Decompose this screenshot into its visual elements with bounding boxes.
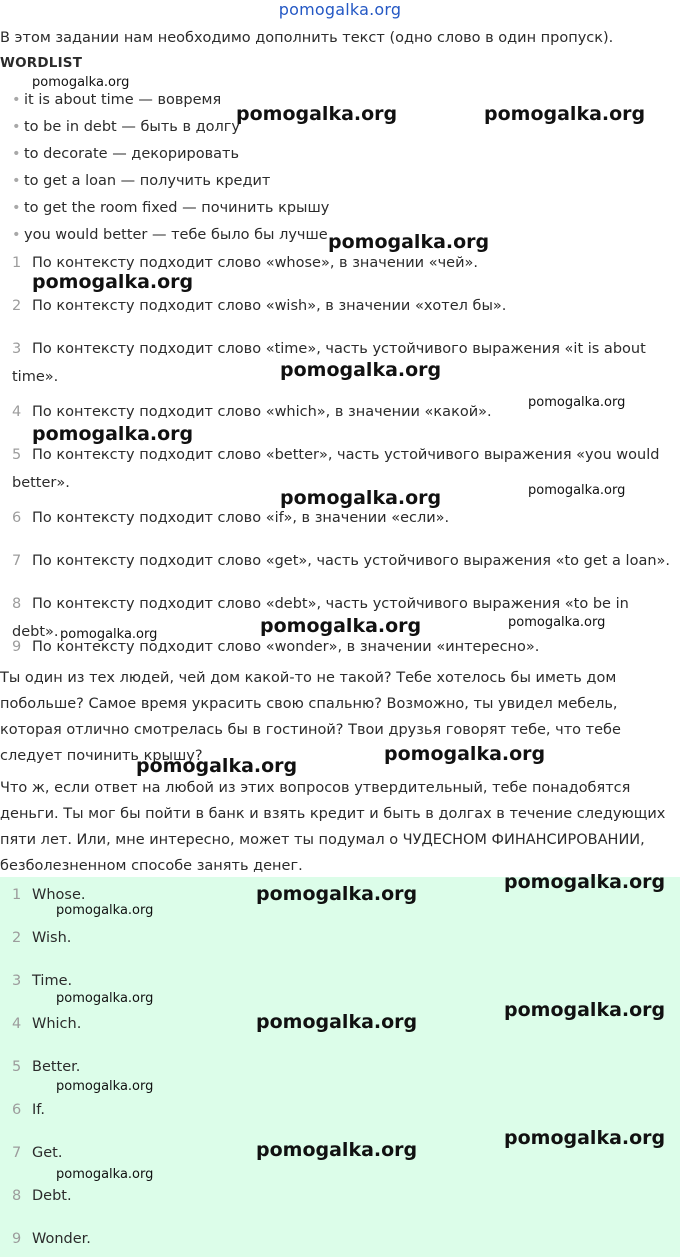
paragraph-1: Ты один из тех людей, чей дом какой-то не такой? Тебе хотелось бы иметь дом побольше? Самое время украсить свою спальню? Возможно, ты увидел мебель, которая отлично смотрелась бы в гостиной? Твои друзья говорят тебе, что тебе следует починить крышу? [0, 670, 621, 764]
wordlist-item: • you would better — тебе было бы лучше [12, 227, 328, 243]
paragraph-2: Что ж, если ответ на любой из этих вопросов утвердительный, тебе понадобятся деньги. Ты мог бы пойти в банк и взять кредит и быть в долгах в течение следующих пяти лет. Или, мне интересно, может ты подумал о ЧУДЕСНОМ ФИНАНСИРОВАНИИ, безболезненном способе занять денег. [0, 780, 666, 874]
bullet-icon: • [12, 92, 21, 108]
answer-item: 7 Get. [12, 1145, 63, 1161]
watermark: pomogalka.org [528, 483, 626, 498]
answer-item: 3 Time. [12, 973, 73, 989]
watermark: pomogalka.org [260, 615, 422, 637]
answer-item: 2 Wish. [12, 930, 72, 946]
exercise-item: 7 По контексту подходит слово «get», часть устойчивого выражения «to get a loan». [12, 553, 671, 569]
answer-item: 6 If. [12, 1102, 45, 1118]
exercise-item: 1 По контексту подходит слово «whose», в значении «чей». [12, 255, 478, 271]
watermark: pomogalka.org [280, 359, 442, 381]
bullet-icon: • [12, 119, 21, 135]
watermark: pomogalka.org [328, 231, 490, 253]
exercise-item: 3 По контексту подходит слово «time», часть устойчивого выражения «it is about time». [12, 341, 646, 385]
intro-text: В этом задании нам необходимо дополнить текст (одно слово в один пропуск). [0, 30, 614, 46]
site-header-watermark: pomogalka.org [278, 0, 402, 19]
watermark: pomogalka.org [528, 395, 626, 410]
watermark: pomogalka.org [256, 1139, 418, 1161]
bullet-icon: • [12, 227, 21, 243]
answer-item: 1 Whose. [12, 887, 86, 903]
watermark: pomogalka.org [32, 423, 194, 445]
watermark: pomogalka.org [32, 75, 130, 90]
watermark: pomogalka.org [504, 1127, 666, 1149]
wordlist-item: • to be in debt — быть в долгу [12, 119, 240, 135]
exercise-item: 2 По контексту подходит слово «wish», в значении «хотел бы». [12, 298, 507, 314]
watermark: pomogalka.org [256, 1011, 418, 1033]
watermark: pomogalka.org [504, 871, 666, 893]
watermark: pomogalka.org [56, 991, 154, 1006]
watermark: pomogalka.org [504, 999, 666, 1021]
watermark: pomogalka.org [56, 1167, 154, 1182]
exercise-item: 4 По контексту подходит слово «which», в значении «какой». [12, 404, 492, 420]
watermark: pomogalka.org [280, 487, 442, 509]
answer-item: 4 Which. [12, 1016, 82, 1032]
wordlist-item: • it is about time — вовремя [12, 92, 222, 108]
answers-panel [0, 877, 680, 1257]
exercise-item: 8 По контексту подходит слово «debt», часть устойчивого выражения «to be in debt». [12, 596, 629, 640]
watermark: pomogalka.org [508, 615, 606, 630]
watermark: pomogalka.org [256, 883, 418, 905]
bullet-icon: • [12, 146, 21, 162]
exercise-item: 9 По контексту подходит слово «wonder», в значении «интересно». [12, 639, 540, 655]
watermark: pomogalka.org [136, 755, 298, 777]
answer-item: 5 Better. [12, 1059, 81, 1075]
exercise-item: 5 По контексту подходит слово «better», часть устойчивого выражения «you would better». [12, 447, 660, 491]
answer-item: 8 Debt. [12, 1188, 72, 1204]
watermark: pomogalka.org [32, 271, 194, 293]
bullet-icon: • [12, 200, 21, 216]
wordlist-item: • to get the room fixed — починить крышу [12, 200, 330, 216]
answer-item: 9 Wonder. [12, 1231, 91, 1247]
exercise-item: 6 По контексту подходит слово «if», в значении «если». [12, 510, 450, 526]
bullet-icon: • [12, 173, 21, 189]
wordlist-item: • to decorate — декорировать [12, 146, 240, 162]
wordlist-item: • to get a loan — получить кредит [12, 173, 271, 189]
wordlist-heading: WORDLIST [0, 55, 83, 71]
watermark: pomogalka.org [56, 1079, 154, 1094]
watermark: pomogalka.org [484, 103, 646, 125]
watermark: pomogalka.org [236, 103, 398, 125]
watermark: pomogalka.org [384, 743, 546, 765]
watermark: pomogalka.org [56, 903, 154, 918]
watermark: pomogalka.org [60, 627, 158, 642]
